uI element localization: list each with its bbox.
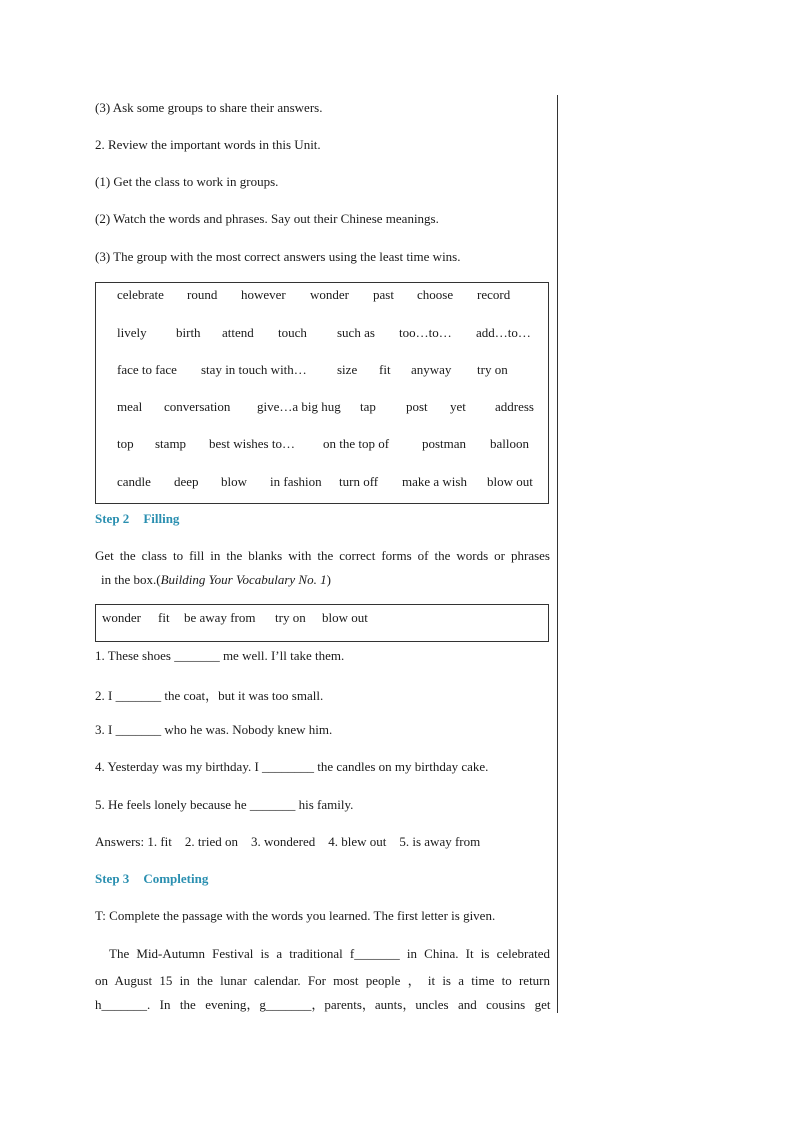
question: 4. Yesterday was my birthday. I ________ the candles on my birthday cake. — [95, 759, 489, 774]
vocab-word: postman — [422, 436, 467, 451]
vocab-word: face to face — [117, 362, 177, 377]
vocab-word: such as — [337, 325, 375, 340]
question: 5. He feels lonely because he _______ his family. — [95, 797, 354, 812]
intro-line: (3) Ask some groups to share their answers. — [95, 100, 323, 115]
vocab-word: wonder — [310, 287, 349, 302]
question: 3. I _______ who he was. Nobody knew him. — [95, 722, 333, 737]
step3-title: Completing — [143, 871, 209, 886]
step3-instruction: T: Complete the passage with the words you learned. The first letter is given. — [95, 908, 496, 923]
vocab-word: stay in touch with… — [201, 362, 307, 377]
vocab-word: too…to… — [399, 325, 452, 340]
vocab-word: stamp — [155, 436, 187, 451]
instruction-suffix: ) — [326, 572, 331, 587]
vocab-word: in fashion — [270, 474, 322, 489]
vocab-word: make a wish — [402, 474, 467, 489]
box-word: wonder — [102, 610, 141, 625]
filling-word-box — [95, 604, 549, 642]
box-word: blow out — [322, 610, 368, 625]
vocab-word: best wishes to… — [209, 436, 295, 451]
question: 1. These shoes _______ me well. I’ll take them. — [95, 648, 345, 663]
vocab-word: yet — [450, 399, 466, 414]
intro-line: (3) The group with the most correct answers using the least time wins. — [95, 249, 461, 264]
vocab-word: meal — [117, 399, 143, 414]
vocab-word: however — [241, 287, 286, 302]
vocab-word: celebrate — [117, 287, 164, 302]
vocab-word: on the top of — [323, 436, 390, 451]
step3-heading — [95, 871, 208, 887]
question: 2. I _______ the coat，but it was too small. — [95, 688, 324, 703]
box-word: fit — [158, 610, 170, 625]
margin-rule — [557, 95, 558, 1013]
vocab-word: round — [187, 287, 218, 302]
vocab-word: choose — [417, 287, 454, 302]
vocab-word: give…a big hug — [257, 399, 341, 414]
vocab-word: lively — [117, 325, 147, 340]
vocab-word: past — [373, 287, 394, 302]
vocab-word: candle — [117, 474, 151, 489]
step2-title: Filling — [143, 511, 180, 526]
vocab-word: record — [477, 287, 511, 302]
vocab-word: conversation — [164, 399, 231, 414]
vocab-word: post — [406, 399, 428, 414]
vocab-word: top — [117, 436, 134, 451]
vocabulary-box — [95, 282, 549, 504]
vocab-word: attend — [222, 325, 254, 340]
vocab-word: try on — [477, 362, 508, 377]
vocab-word: anyway — [411, 362, 452, 377]
step2-instruction-line2 — [101, 572, 331, 588]
vocab-word: blow — [221, 474, 247, 489]
vocab-word: fit — [379, 362, 391, 377]
vocab-word: size — [337, 362, 358, 377]
vocab-word: birth — [176, 325, 201, 340]
step2-label: Step 2 — [95, 511, 130, 526]
vocab-word: add…to… — [476, 325, 531, 340]
instruction-prefix: in the box.( — [101, 572, 161, 587]
step3-label: Step 3 — [95, 871, 130, 886]
step2-instruction-line1: Get the class to fill in the blanks with the correct forms of the words or phrases — [95, 548, 550, 563]
vocab-word: turn off — [339, 474, 379, 489]
answers: Answers: 1. fit 2. tried on 3. wondered 4. blew out 5. is away from — [95, 834, 481, 849]
vocab-word: touch — [278, 325, 307, 340]
intro-line: (2) Watch the words and phrases. Say out their Chinese meanings. — [95, 211, 439, 226]
vocab-word: blow out — [487, 474, 533, 489]
instruction-source: Building Your Vocabulary No. 1 — [160, 572, 327, 587]
box-word: try on — [275, 610, 306, 625]
step2-heading — [95, 511, 179, 527]
passage-line: h_______. In the evening，g_______，parents，aunts，uncles and cousins get — [95, 997, 551, 1012]
intro-line: (1) Get the class to work in groups. — [95, 174, 279, 189]
box-word: be away from — [184, 610, 256, 625]
vocab-word: address — [495, 399, 534, 414]
vocab-word: balloon — [490, 436, 529, 451]
vocab-word: deep — [174, 474, 199, 489]
passage-line: The Mid-Autumn Festival is a traditional f_______ in China. It is celebrated — [109, 946, 550, 961]
intro-line: 2. Review the important words in this Unit. — [95, 137, 321, 152]
vocab-word: tap — [360, 399, 376, 414]
passage-line: on August 15 in the lunar calendar. For most people ， it is a time to return — [95, 973, 551, 988]
